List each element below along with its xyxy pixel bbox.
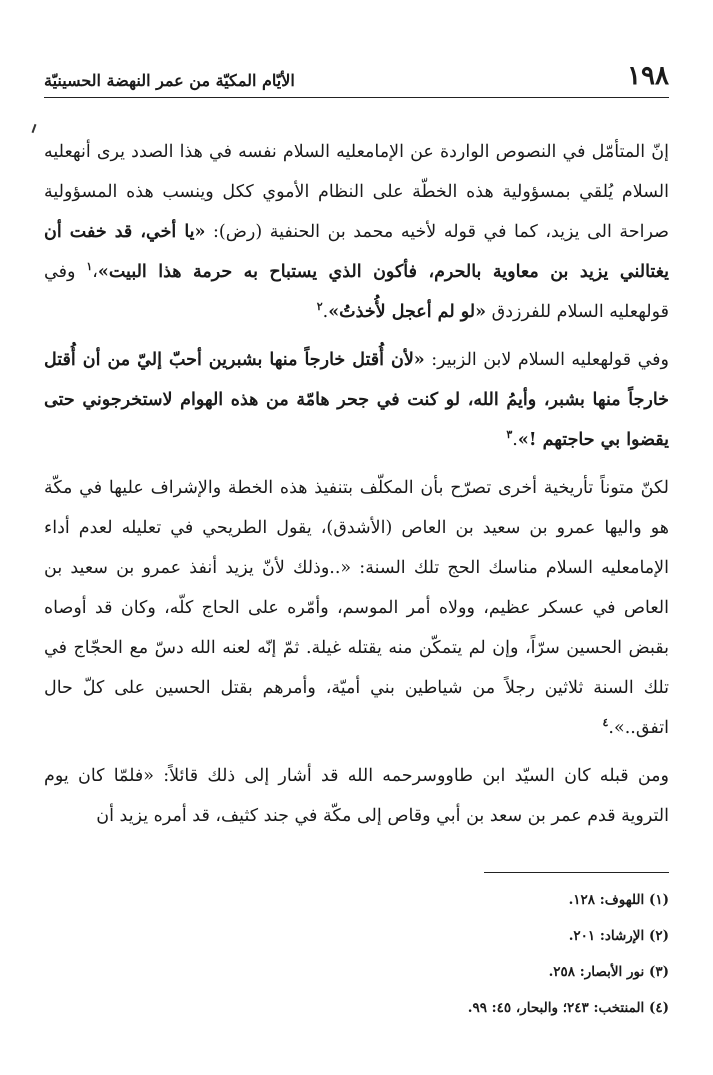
paragraph-text: وفي قولهعليه السلام لابن الزبير:	[424, 350, 670, 370]
body-text	[44, 132, 669, 844]
page-header	[44, 62, 669, 98]
paragraph-text: إنّ المتأمّل في النصوص الواردة عن الإمامعليه السلام نفسه في هذا الصدد يرى أنهعليه السلام يُلقي بمسؤولية هذه الخطّة على النظام الأموي ككل وينسب هذه المسؤولية صراحة الى يزيد، كما في قوله لأخيه محمد بن الحنفية (رض):	[44, 142, 669, 242]
quote-text: «لأن أُقتل خارجاً منها بشبرين أحبّ إليّ من أن أُقتل خارجاً منها بشبر، وأيمُ الله، لو كنت في جحر هامّة من هذه الهوام لاستخرجوني حتى يقضوا بي حاجتهم !»	[44, 350, 669, 450]
paragraph-text: لكنّ متوناً تأريخية أخرى تصرّح بأن المكلّف بتنفيذ هذه الخطة والإشراف عليها في مكّة هو واليها عمرو بن سعيد بن العاص (الأشدق)، يقول الطريحي في تعليله لعدم أداء الإمامعليه السلام مناسك الحج تلك السنة: «..وذلك لأنّ يزيد أنفذ عمرو بن سعيد بن العاص في عسكر عظيم، وولاه أمر الموسم، وأمّره على الحاج كلّه، وكان قد أوصاه بقبض الحسين سرّاً، وإن لم يتمكّن منه يقتله غيلة. ثمّ إنّه لعنه الله دسّ مع الحجّاج في تلك السنة ثلاثين رجلاً من شياطين بني أميّة، وأمرهم بقتل الحسين على كلّ حال اتفق..»	[44, 478, 669, 738]
paragraph-2	[44, 340, 669, 460]
quote-text: «لو لم أعجل لأُخذتُ»	[328, 302, 487, 322]
footnote-ref-1[interactable]: ١	[86, 260, 93, 274]
punctuation: .	[512, 430, 518, 450]
punctuation: .	[608, 718, 614, 738]
footnote-divider	[484, 872, 669, 873]
paragraph-text: وفي قولهعليه السلام للفرزدق	[44, 262, 669, 322]
footnote-ref-2[interactable]: ٢	[316, 300, 323, 314]
footnote-ref-3[interactable]: ٣	[506, 428, 513, 442]
footnotes-list	[44, 882, 669, 1026]
stray-ink-mark	[32, 124, 37, 133]
footnote-2: (٢) الإرشاد: ٢٠١.	[568, 928, 669, 944]
punctuation: .	[322, 302, 329, 322]
paragraph-text: ومن قبله كان السيّد ابن طاووسرحمه الله قد أشار إلى ذلك قائلاً: «فلمّا كان يوم التروية قدم عمر بن سعد بن أبي وقاص إلى مكّة في جند كثيف، قد أمره يزيد أن	[44, 766, 669, 826]
footnote-3: (٣) نور الأبصار: ٢٥٨.	[548, 964, 669, 980]
page-number: ١٩٨	[627, 61, 669, 91]
footnote-1: (١) اللهوف: ١٢٨.	[568, 892, 669, 908]
paragraph-1	[44, 132, 669, 332]
paragraph-4	[44, 756, 669, 836]
running-title: الأيّام المكيّة من عمر النهضة الحسينيّة	[44, 71, 295, 90]
footnote-4: (٤) المنتخب: ٢٤٣؛ والبحار، ٤٥: ٩٩.	[467, 1000, 669, 1016]
footnote-ref-4[interactable]: ٤	[602, 716, 609, 730]
punctuation: ،	[92, 262, 98, 282]
paragraph-3	[44, 468, 669, 748]
quote-text: «يا أخي، قد خفت أن يغتالني يزيد بن معاوية بالحرم، فأكون الذي يستباح به حرمة هذا البيت»	[44, 222, 670, 282]
